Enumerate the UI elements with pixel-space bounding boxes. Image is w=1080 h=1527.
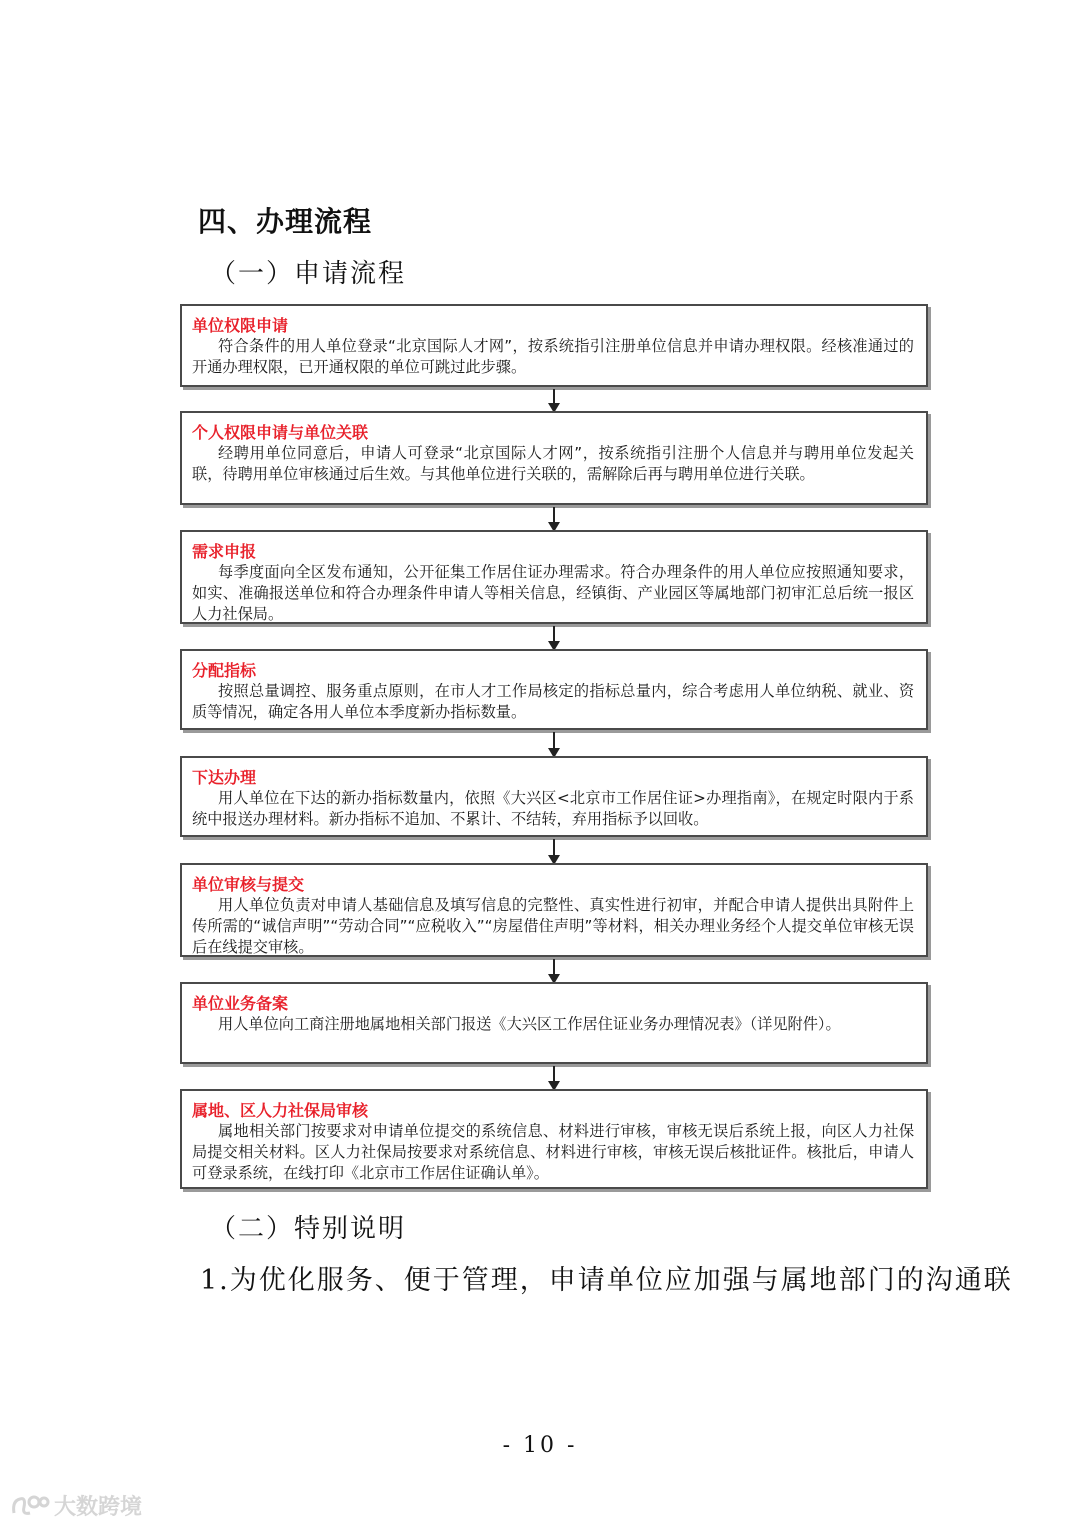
- flow-arrow-icon: [553, 732, 555, 756]
- flow-step-body: 符合条件的用人单位登录“北京国际人才网”，按系统指引注册单位信息并申请办理权限。经核准通过的开通办理权限，已开通权限的单位可跳过此步骤。: [192, 337, 914, 376]
- special-note-paragraph: 1.为优化服务、便于管理，申请单位应加强与属地部门的沟通联: [200, 1265, 1013, 1296]
- flow-step-title: 需求申报: [192, 542, 257, 561]
- flow-step-demand-declaration: [180, 530, 928, 624]
- flow-step-title: 下达办理: [192, 768, 257, 787]
- page-number: - 10 -: [502, 1433, 578, 1458]
- watermark-logo-icon: [10, 1493, 50, 1519]
- flow-step-title: 单位审核与提交: [192, 875, 305, 894]
- flow-step-title: 分配指标: [192, 661, 257, 680]
- flow-step-body: 用人单位负责对申请人基础信息及填写信息的完整性、真实性进行初审，并配合申请人提供出具附件上传所需的“诚信声明”“劳动合同”“应税收入”“房屋借住声明”等材料，相关办理业务经个人提交单位审核无误后在线提交审核。: [192, 896, 914, 956]
- flow-arrow-icon: [553, 1066, 555, 1089]
- flow-step-title: 属地、区人力社保局审核: [192, 1101, 369, 1120]
- flow-step-bureau-review: [180, 1089, 928, 1189]
- flow-step-quota-allocation: [180, 649, 928, 730]
- flow-step-issue-handling: [180, 756, 928, 837]
- subsection-heading-application: （一）申请流程: [210, 259, 407, 289]
- flow-step-title: 个人权限申请与单位关联: [192, 423, 369, 442]
- flow-arrow-icon: [553, 959, 555, 982]
- flow-arrow-icon: [553, 839, 555, 863]
- flow-arrow-icon: [553, 507, 555, 530]
- watermark: [10, 1490, 142, 1521]
- flow-step-body: 属地相关部门按要求对申请单位提交的系统信息、材料进行审核，审核无误后系统上报，向区人力社保局提交相关材料。区人力社保局按要求对系统信息、材料进行审核，审核无误后核批证件。核批后，申请人可登录系统，在线打印《北京市工作居住证确认单》。: [192, 1122, 914, 1182]
- flow-step-unit-filing: [180, 982, 928, 1064]
- flow-step-body: 用人单位在下达的新办指标数量内，依照《大兴区<北京市工作居住证>办理指南》，在规定时限内于系统中报送办理材料。新办指标不追加、不累计、不结转，弃用指标予以回收。: [192, 789, 914, 828]
- subsection-heading-special-notes: （二）特别说明: [210, 1214, 407, 1244]
- section-heading: 四、办理流程: [198, 205, 373, 238]
- flow-step-unit-permission: [180, 304, 928, 387]
- flow-step-personal-permission: [180, 411, 928, 505]
- flow-step-body: 用人单位向工商注册地属地相关部门报送《大兴区工作居住证业务办理情况表》（详见附件）。: [218, 1015, 841, 1033]
- flow-step-title: 单位权限申请: [192, 316, 289, 335]
- flow-step-body: 每季度面向全区发布通知，公开征集工作居住证办理需求。符合办理条件的用人单位应按照通知要求，如实、准确报送单位和符合办理条件申请人等相关信息，经镇街、产业园区等属地部门初审汇总后统一报区人力社保局。: [192, 563, 914, 623]
- flow-arrow-icon: [553, 626, 555, 649]
- flow-step-body: 经聘用单位同意后，申请人可登录“北京国际人才网”，按系统指引注册个人信息并与聘用单位发起关联，待聘用单位审核通过后生效。与其他单位进行关联的，需解除后再与聘用单位进行关联。: [192, 444, 914, 483]
- flow-step-unit-review: [180, 863, 928, 957]
- watermark-text: 大数跨境: [54, 1495, 143, 1520]
- flow-step-body: 按照总量调控、服务重点原则，在市人才工作局核定的指标总量内，综合考虑用人单位纳税、就业、资质等情况，确定各用人单位本季度新办指标数量。: [192, 682, 914, 721]
- flow-step-title: 单位业务备案: [192, 994, 289, 1013]
- flow-arrow-icon: [553, 389, 555, 411]
